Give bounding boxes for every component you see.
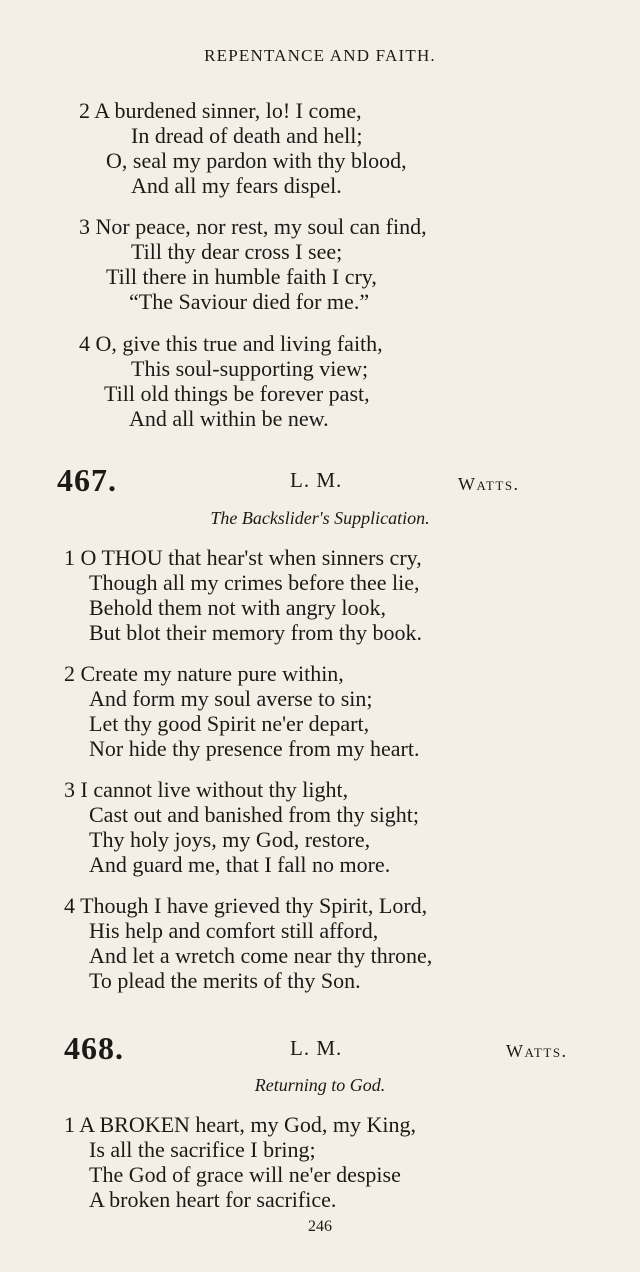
stanza-line: 1 O THOU that hear'st when sinners cry, bbox=[64, 545, 422, 570]
stanza-line: Nor hide thy presence from my heart. bbox=[89, 736, 420, 761]
stanza-line: This soul-supporting view; bbox=[131, 356, 369, 381]
stanza-line: And guard me, that I fall no more. bbox=[89, 852, 391, 877]
stanza-line: 1 A BROKEN heart, my God, my King, bbox=[64, 1112, 416, 1137]
stanza-line: But blot their memory from thy book. bbox=[89, 620, 423, 645]
hymn-meter: L. M. bbox=[290, 1036, 343, 1060]
hymn-number: 467. bbox=[57, 462, 117, 498]
stanza-number: 4 bbox=[64, 893, 75, 918]
hymn-number: 468. bbox=[64, 1030, 124, 1066]
stanza-line: And form my soul averse to sin; bbox=[89, 686, 373, 711]
stanza-line: Till thy dear cross I see; bbox=[131, 239, 343, 264]
stanza-number: 2 bbox=[79, 98, 90, 123]
stanza-line: Till old things be forever past, bbox=[104, 381, 370, 406]
stanza-line: 3 I cannot live without thy light, bbox=[64, 777, 349, 802]
hymn-meter: L. M. bbox=[290, 468, 343, 492]
stanza-line: His help and comfort still afford, bbox=[89, 918, 379, 943]
stanza-line: Though all my crimes before thee lie, bbox=[89, 570, 420, 595]
stanza-line: Is all the sacrifice I bring; bbox=[89, 1137, 316, 1162]
stanza-line: “The Saviour died for me.” bbox=[129, 289, 370, 314]
stanza-number: 3 bbox=[64, 777, 75, 802]
stanza-line: O, seal my pardon with thy blood, bbox=[106, 148, 407, 173]
stanza-number: 4 bbox=[79, 331, 90, 356]
stanza-line: Cast out and banished from thy sight; bbox=[89, 802, 419, 827]
hymn-author: Watts. bbox=[458, 474, 520, 494]
stanza-line: A broken heart for sacrifice. bbox=[89, 1187, 337, 1212]
stanza-line: Let thy good Spirit ne'er depart, bbox=[89, 711, 370, 736]
stanza-number: 2 bbox=[64, 661, 75, 686]
hymn-author: Watts. bbox=[506, 1041, 568, 1061]
stanza-line: Till there in humble faith I cry, bbox=[106, 264, 377, 289]
stanza-line: Thy holy joys, my God, restore, bbox=[89, 827, 371, 852]
stanza-line: And let a wretch come near thy throne, bbox=[89, 943, 433, 968]
stanza-line: 2 A burdened sinner, lo! I come, bbox=[79, 98, 362, 123]
stanza-number: 3 bbox=[79, 214, 90, 239]
page-number: 246 bbox=[308, 1218, 332, 1235]
stanza-number: 1 bbox=[64, 545, 75, 570]
hymn-title: The Backslider's Supplication. bbox=[210, 508, 430, 528]
stanza-line: To plead the merits of thy Son. bbox=[89, 968, 361, 993]
stanza-line: 2 Create my nature pure within, bbox=[64, 661, 344, 686]
stanza-line: And all within be new. bbox=[129, 406, 329, 431]
stanza-line: Behold them not with angry look, bbox=[89, 595, 386, 620]
stanza-line: The God of grace will ne'er despise bbox=[89, 1162, 401, 1187]
stanza-number: 1 bbox=[64, 1112, 75, 1137]
running-header: REPENTANCE AND FAITH. bbox=[204, 46, 436, 65]
stanza-line: 4 Though I have grieved thy Spirit, Lord, bbox=[64, 893, 428, 918]
stanza-line: 3 Nor peace, nor rest, my soul can find, bbox=[79, 214, 427, 239]
hymn-title: Returning to God. bbox=[254, 1075, 386, 1095]
stanza-line: And all my fears dispel. bbox=[131, 173, 342, 198]
stanza-line: In dread of death and hell; bbox=[131, 123, 363, 148]
stanza-line: 4 O, give this true and living faith, bbox=[79, 331, 383, 356]
